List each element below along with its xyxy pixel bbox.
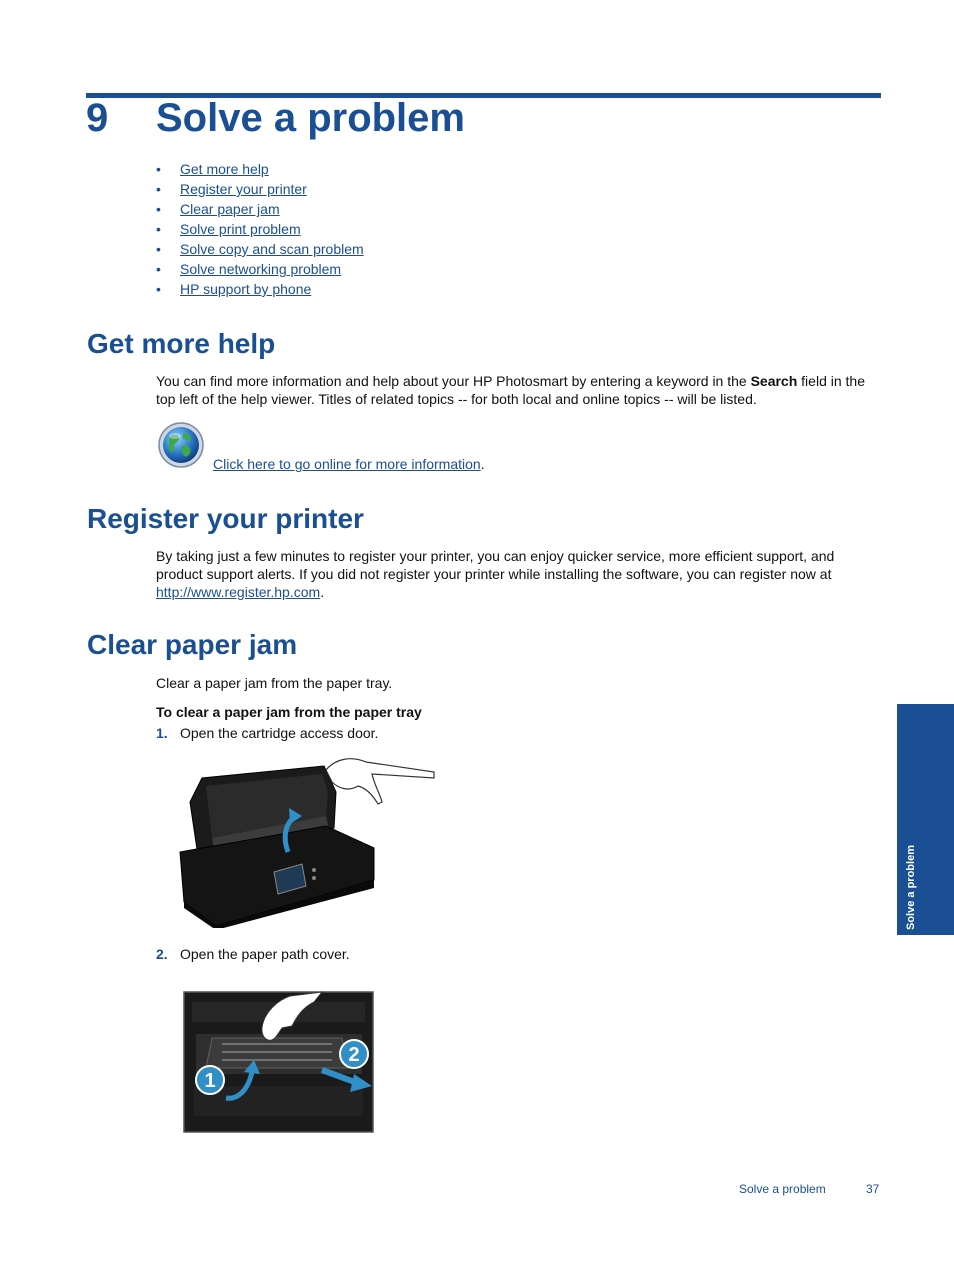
section-heading-register-printer: Register your printer (87, 503, 364, 534)
toc-link-register-printer[interactable]: Register your printer (180, 181, 307, 197)
globe-icon[interactable] (157, 421, 205, 469)
para-text: You can find more information and help about your HP Photosmart by entering a keyword in the (156, 373, 751, 389)
bullet: • (156, 241, 161, 257)
get-more-help-paragraph (156, 372, 871, 408)
section-heading-clear-paper-jam: Clear paper jam (87, 629, 298, 660)
toc-link-solve-copy-scan[interactable]: Solve copy and scan problem (180, 241, 364, 257)
step-number: 2. (156, 946, 168, 962)
footer-section-title: Solve a problem (739, 1182, 826, 1196)
clear-jam-intro: Clear a paper jam from the paper tray. (156, 675, 393, 691)
step-number: 1. (156, 725, 168, 741)
bullet: • (156, 281, 161, 297)
bullet: • (156, 181, 161, 197)
section-heading-get-more-help: Get more help (87, 328, 276, 359)
toc-link-clear-paper-jam[interactable]: Clear paper jam (180, 201, 280, 217)
printer-open-door-illustration (176, 752, 438, 928)
bullet: • (156, 201, 161, 217)
bullet: • (156, 161, 161, 177)
toc-link-solve-print-problem[interactable]: Solve print problem (180, 221, 301, 237)
step-text: Open the cartridge access door. (180, 725, 379, 741)
footer-page-number: 37 (866, 1182, 880, 1196)
side-chapter-tab (897, 704, 954, 935)
bullet: • (156, 261, 161, 277)
bullet: • (156, 221, 161, 237)
link-suffix: . (480, 456, 485, 472)
search-keyword: Search (750, 373, 798, 389)
para-text: By taking just a few minutes to register your printer, you can enjoy quicker service, more efficient support, and product support alerts. If you did not register your printer while installing the software, you can register now at (156, 548, 835, 582)
register-url-link[interactable]: http://www.register.hp.com (156, 584, 321, 600)
chapter-number: 9 (86, 96, 109, 140)
side-tab-label: Solve a problem (905, 845, 917, 930)
toc-link-hp-support-phone[interactable]: HP support by phone (180, 281, 312, 297)
toc-link-get-more-help[interactable]: Get more help (180, 161, 269, 177)
online-help-link[interactable]: Click here to go online for more information (213, 456, 481, 472)
callout-number: 1 (204, 1070, 216, 1092)
chapter-title: Solve a problem (156, 96, 465, 140)
link-suffix: . (320, 584, 325, 600)
online-help-line (213, 455, 485, 473)
callout-number: 2 (348, 1044, 360, 1066)
register-paragraph (156, 547, 871, 601)
step-text: Open the paper path cover. (180, 946, 350, 962)
paper-path-cover-illustration (182, 988, 375, 1134)
toc-link-solve-networking[interactable]: Solve networking problem (180, 261, 342, 277)
procedure-title: To clear a paper jam from the paper tray (156, 704, 422, 720)
para-text: field in the top left of the help viewer. Titles of related topics -- for both local and online topics -- will be listed. (156, 373, 865, 407)
